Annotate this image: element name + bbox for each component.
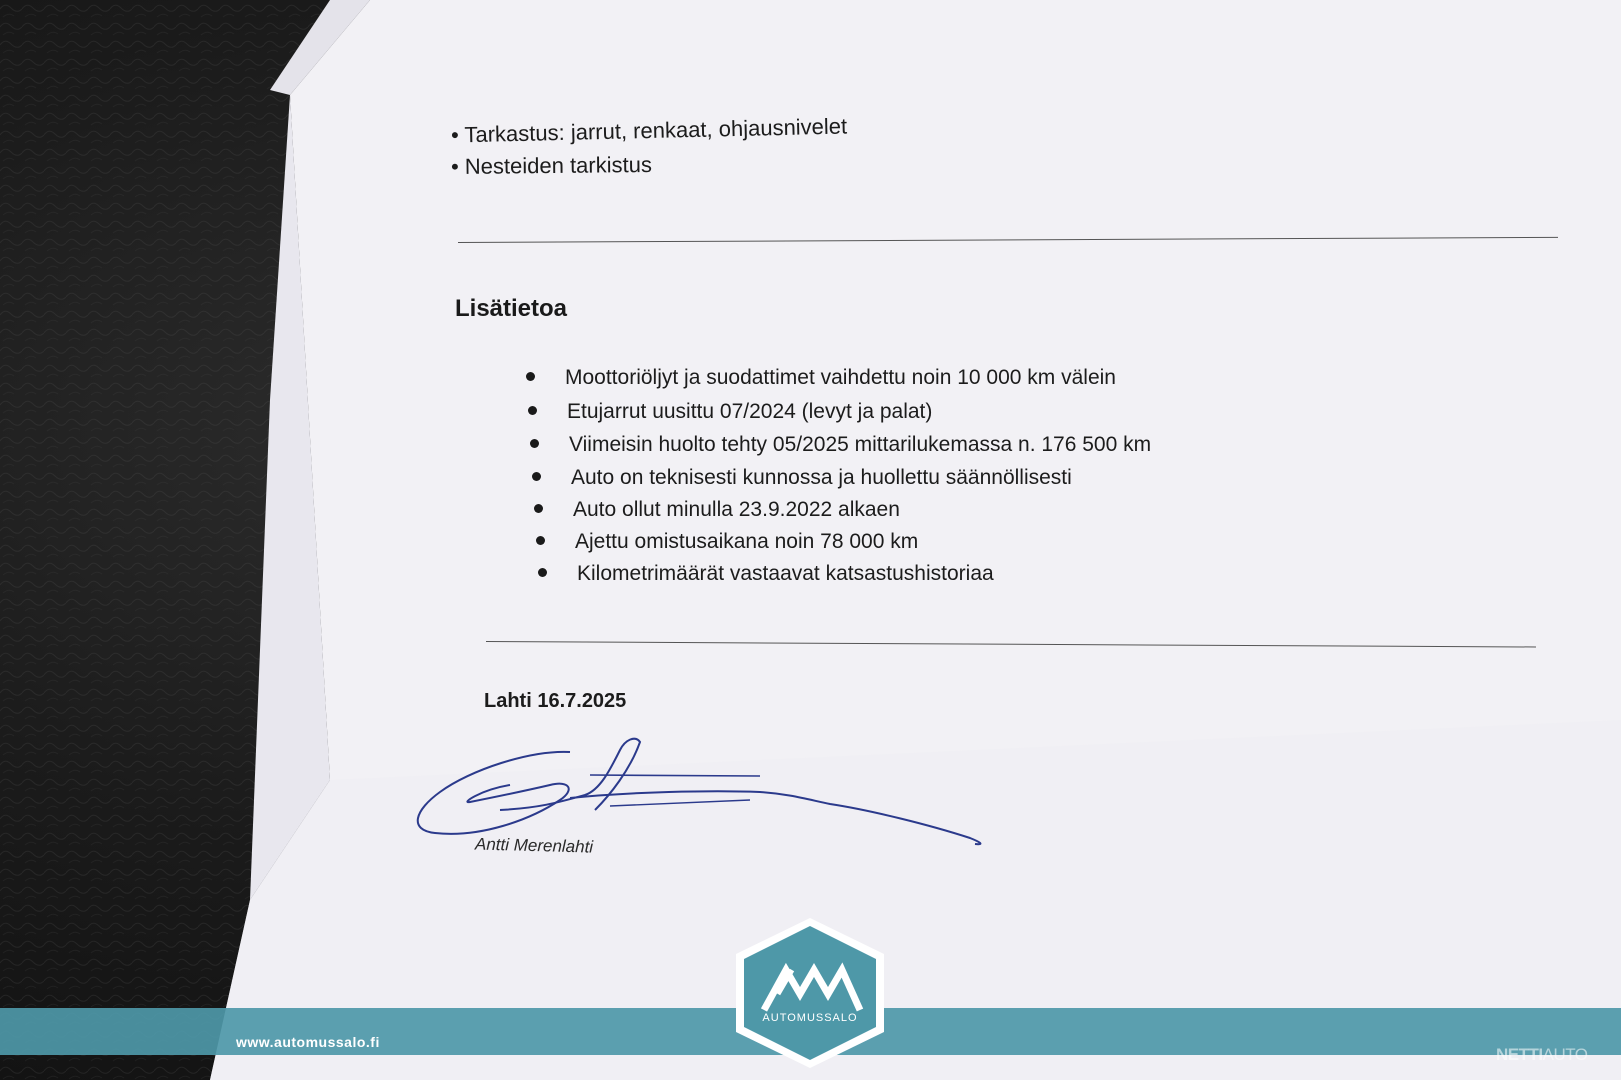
logo-wordmark: AUTOMUSSALO <box>762 1012 858 1024</box>
bullet-dot <box>532 472 541 481</box>
bullet-dot <box>530 439 539 448</box>
printed-name: Antti Merenlahti <box>474 834 594 857</box>
bullet-dot <box>536 536 545 545</box>
list-item: Auto on teknisesti kunnossa ja huollettu säännöllisesti <box>532 466 1072 490</box>
bullet-dot <box>538 568 547 577</box>
automussalo-logo-icon <box>728 914 892 1072</box>
list-item: Auto ollut minulla 23.9.2022 alkaen <box>534 498 900 522</box>
nettiauto-watermark: NETTIAUTO <box>1496 1045 1588 1064</box>
section-heading: Lisätietoa <box>455 295 568 322</box>
list-item: Ajettu omistusaikana noin 78 000 km <box>536 530 918 554</box>
top-bullet-inspection: • Tarkastus: jarrut, renkaat, ohjausnivelet <box>450 113 848 148</box>
website-url: www.automussalo.fi <box>236 1034 380 1050</box>
list-item: Kilometrimäärät vastaavat katsastushistoriaa <box>538 562 994 586</box>
top-bullet-fluids: • Nesteiden tarkistus <box>450 151 653 180</box>
place-date: Lahti 16.7.2025 <box>484 690 627 712</box>
bullet-dot <box>528 406 537 415</box>
list-item: Etujarrut uusittu 07/2024 (levyt ja palat) <box>528 400 932 424</box>
bullet-dot <box>526 372 535 381</box>
list-item: Moottoriöljyt ja suodattimet vaihdettu noin 10 000 km välein <box>526 366 1116 390</box>
bullet-dot <box>534 504 543 513</box>
list-item: Viimeisin huolto tehty 05/2025 mittarilukemassa n. 176 500 km <box>530 433 1151 457</box>
